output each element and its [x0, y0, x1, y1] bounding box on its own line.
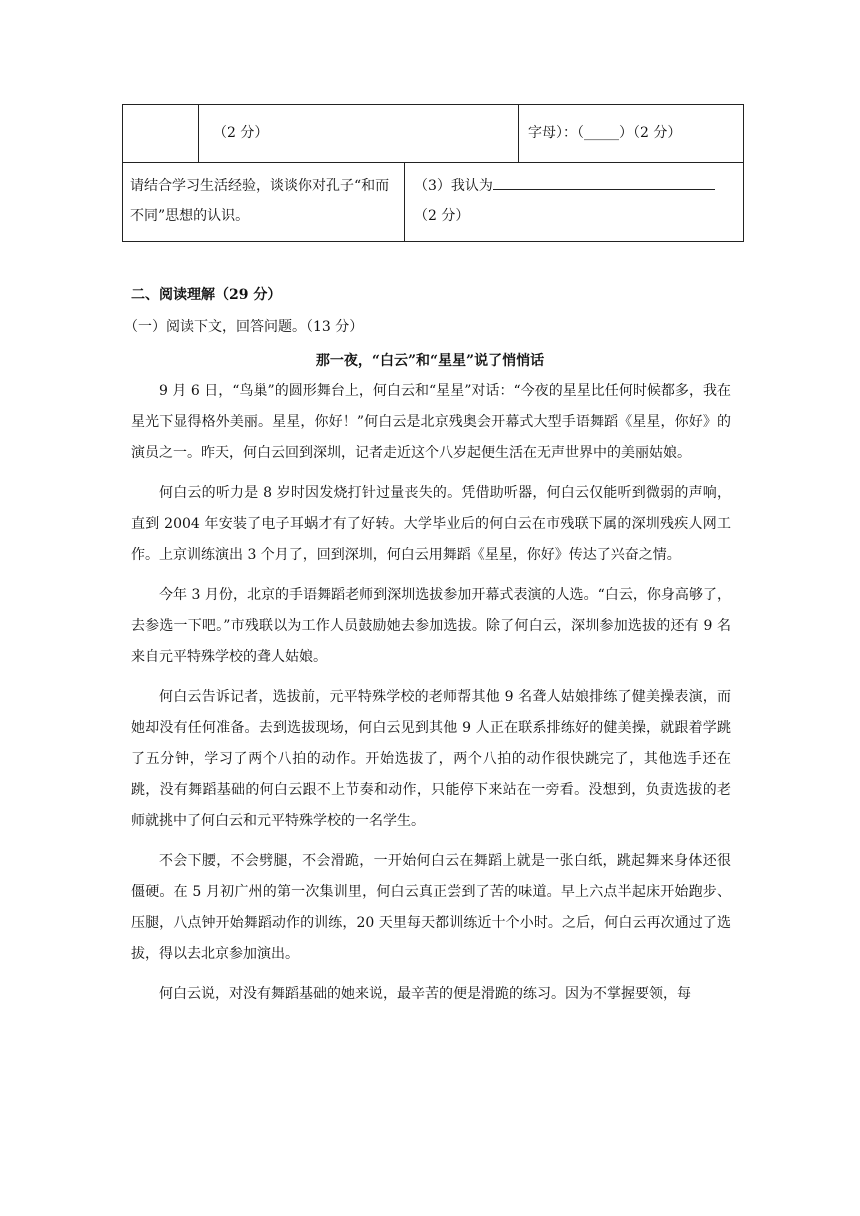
table-row: [123, 105, 743, 163]
answer-table: [122, 104, 744, 242]
article-title: 那一夜，“白云”和“星星”说了悄悄话: [315, 353, 545, 369]
table-cell-answer: 字母）：（_____）（2 分）: [528, 125, 682, 141]
table-cell-answer-line: [405, 163, 743, 241]
article-paragraph: 何白云说，对没有舞蹈基础的她来说，最辛苦的便是滑跪的练习。因为不掌握要领，每: [159, 986, 691, 1002]
table-cell-question: 请结合学习生活经验，谈谈你对孔子“和而不同”思想的认识。: [123, 163, 405, 241]
table-cell-blank: [123, 105, 199, 162]
article-paragraph: 何白云告诉记者，选拔前，元平特殊学校的老师帮其他 9 名聋人姑娘排练了健美操表演，而她却没有任何准备。去到选拔现场，何白云见到其他 9 人正在联系排练好的健美操，就跟着学跳了五分钟，学习了两个八拍的动作。开始选拔了，两个八拍的动作很快跳完了，其他选手还在跳，没有舞蹈基础的何白云跟不上节奏和动作，只能停下来站在一旁看。没想到，负责选拔的老师就挑中了何白云和元平特殊学校的一名学生。: [131, 689, 731, 829]
answer-blank-line[interactable]: [493, 175, 715, 190]
answer-prefix: （3）我认为: [414, 178, 493, 194]
article-paragraph: 不会下腰，不会劈腿，不会滑跪，一开始何白云在舞蹈上就是一张白纸，跳起舞来身体还很僵硬。在 5 月初广州的第一次集训里，何白云真正尝到了苦的味道。早上六点半起床开始跑步、压腿，八点钟开始舞蹈动作的训练，20 天里每天都训练近十个小时。之后，何白云再次通过了选拔，得以去北京参加演出。: [131, 853, 731, 962]
article-paragraph: 9 月 6 日，“鸟巢”的圆形舞台上，何白云和“星星”对话：“今夜的星星比任何时候都多，我在星光下显得格外美丽。星星，你好！”何白云是北京残奥会开幕式大型手语舞蹈《星星，你好》的演员之一。昨天，何白云回到深圳，记者走近这个八岁起便生活在无声世界中的美丽姑娘。: [131, 383, 731, 461]
answer-suffix: （2 分）: [414, 208, 470, 224]
article-paragraph: 今年 3 月份，北京的手语舞蹈老师到深圳选拔参加开幕式表演的人选。“白云，你身高够了，去参选一下吧。”市残联以为工作人员鼓励她去参加选拔。除了何白云，深圳参加选拔的还有 9 名来自元平特殊学校的聋人姑娘。: [131, 587, 731, 665]
article-paragraph: 何白云的听力是 8 岁时因发烧打针过量丧失的。凭借助听器，何白云仅能听到微弱的声响，直到 2004 年安装了电子耳蜗才有了好转。大学毕业后的何白云在市残联下属的深圳残疾人网工作。上京训练演出 3 个月了，回到深圳，何白云用舞蹈《星星，你好》传达了兴奋之情。: [131, 485, 731, 563]
table-row: [123, 163, 743, 241]
section-subtitle: （一）阅读下文，回答问题。（13 分）: [124, 319, 364, 335]
section-title: 二、阅读理解（29 分）: [131, 287, 282, 303]
article-body: [131, 376, 731, 1019]
table-cell-score: （2 分）: [199, 105, 519, 162]
